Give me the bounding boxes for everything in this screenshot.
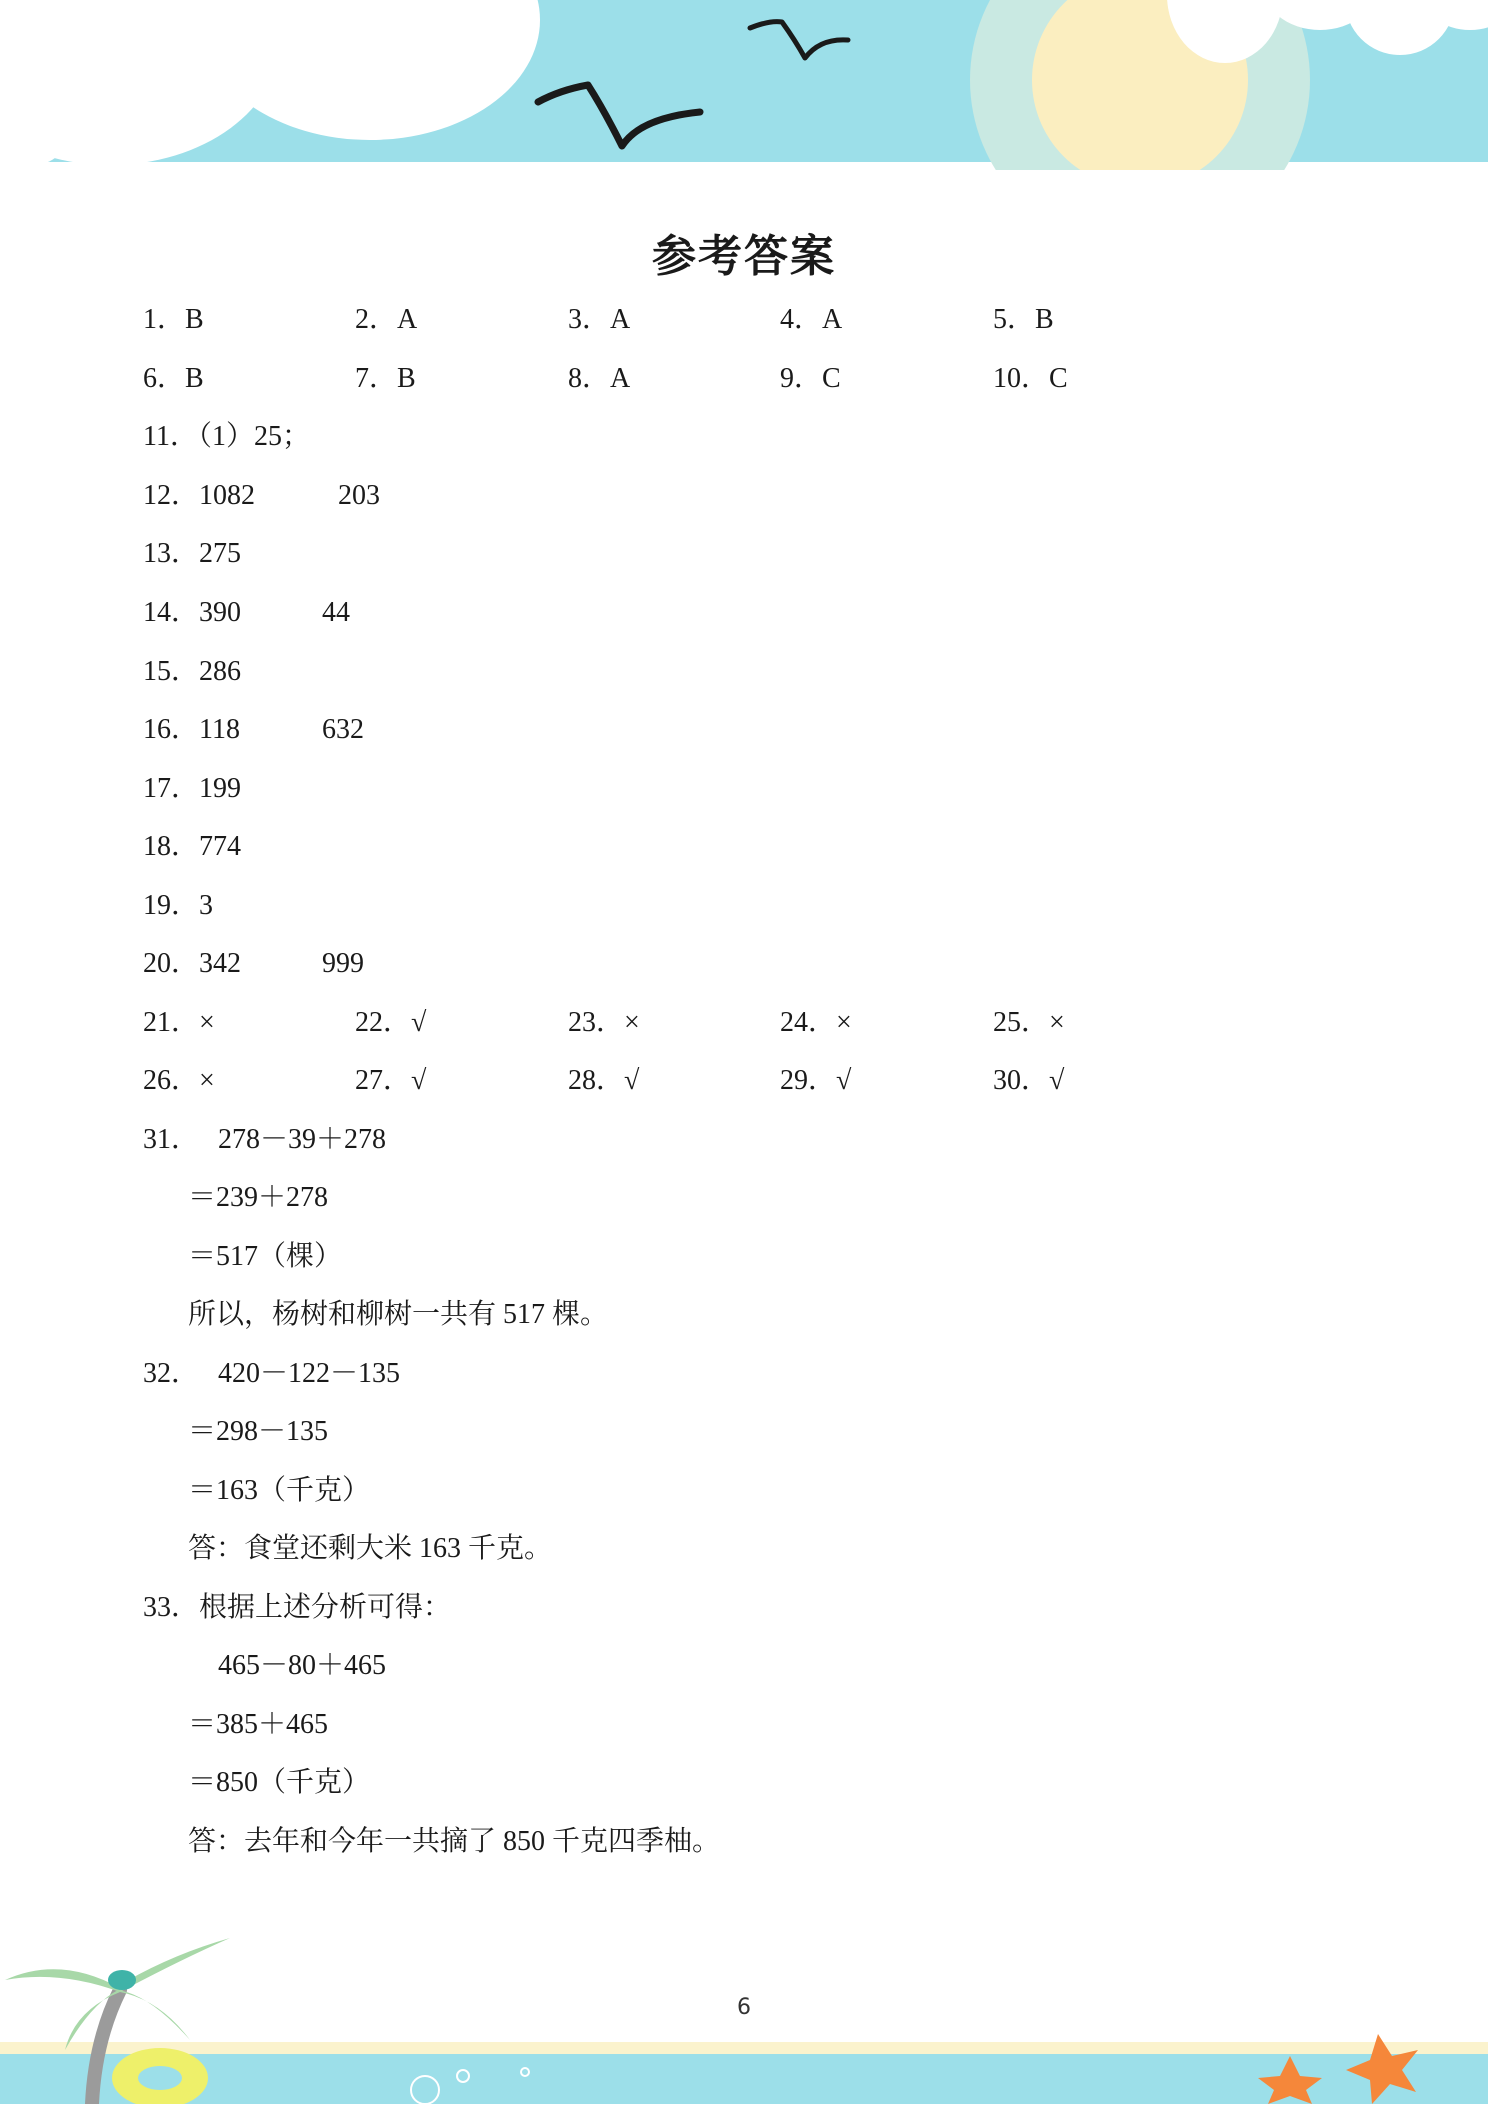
answer-12: 12．1082 [143,480,256,511]
answer-3: 3．A [568,304,631,335]
answer-33-expression: 465－80＋465 [218,1650,387,1681]
answer-9: 9．C [780,363,841,394]
answer-32-expression: 420－122－135 [218,1358,401,1389]
answer-25: 25．× [993,1007,1065,1038]
answer-26: 26．× [143,1065,215,1096]
answer-19: 19．3 [143,890,214,921]
answer-13: 13．275 [143,538,242,569]
answer-30: 30．√ [993,1065,1065,1096]
answer-10: 10．C [993,363,1068,394]
answer-20: 20．342 [143,948,242,979]
answer-14-b: 44 [322,597,350,628]
answer-2: 2．A [355,304,418,335]
answer-31-step2: ＝517（棵） [188,1241,343,1272]
answer-8: 8．A [568,363,631,394]
answer-31-number: 31． [143,1124,200,1155]
answer-4: 4．A [780,304,843,335]
answer-33-intro: 33．根据上述分析可得： [143,1592,452,1623]
page-title: 参考答案 [652,231,836,282]
answer-27: 27．√ [355,1065,427,1096]
answer-18: 18．774 [143,831,242,862]
answer-32-conclusion: 答：食堂还剩大米 163 千克。 [188,1533,553,1564]
answer-5: 5．B [993,304,1054,335]
answer-24: 24．× [780,1007,852,1038]
answer-1: 1．B [143,304,204,335]
answer-14: 14．390 [143,597,242,628]
answer-20-b: 999 [322,948,364,979]
page-number: 6 [737,1995,751,2020]
answer-15: 15．286 [143,656,242,687]
answer-12-b: 203 [338,480,380,511]
footer-beach-decoration [0,1900,1488,2104]
answer-32-number: 32． [143,1358,200,1389]
answer-6: 6．B [143,363,204,394]
answer-16: 16．118 [143,714,240,745]
answer-31-step1: ＝239＋278 [188,1182,329,1213]
answer-33-step1: ＝385＋465 [188,1709,329,1740]
answer-21: 21．× [143,1007,215,1038]
answer-22: 22．√ [355,1007,427,1038]
answer-31-expression: 278－39＋278 [218,1124,387,1155]
answer-11: 11．（1）25； [143,421,310,452]
answer-32-step2: ＝163（千克） [188,1475,371,1506]
answer-33-conclusion: 答：去年和今年一共摘了 850 千克四季柚。 [188,1826,721,1857]
answer-7: 7．B [355,363,416,394]
header-sky-decoration [0,0,1488,170]
answer-31-conclusion: 所以，杨树和柳树一共有 517 棵。 [188,1299,609,1330]
answer-32-step1: ＝298－135 [188,1416,329,1447]
answer-16-b: 632 [322,714,364,745]
answer-33-step2: ＝850（千克） [188,1767,371,1798]
answer-29: 29．√ [780,1065,852,1096]
answer-17: 17．199 [143,773,242,804]
answer-28: 28．√ [568,1065,640,1096]
answer-23: 23．× [568,1007,640,1038]
